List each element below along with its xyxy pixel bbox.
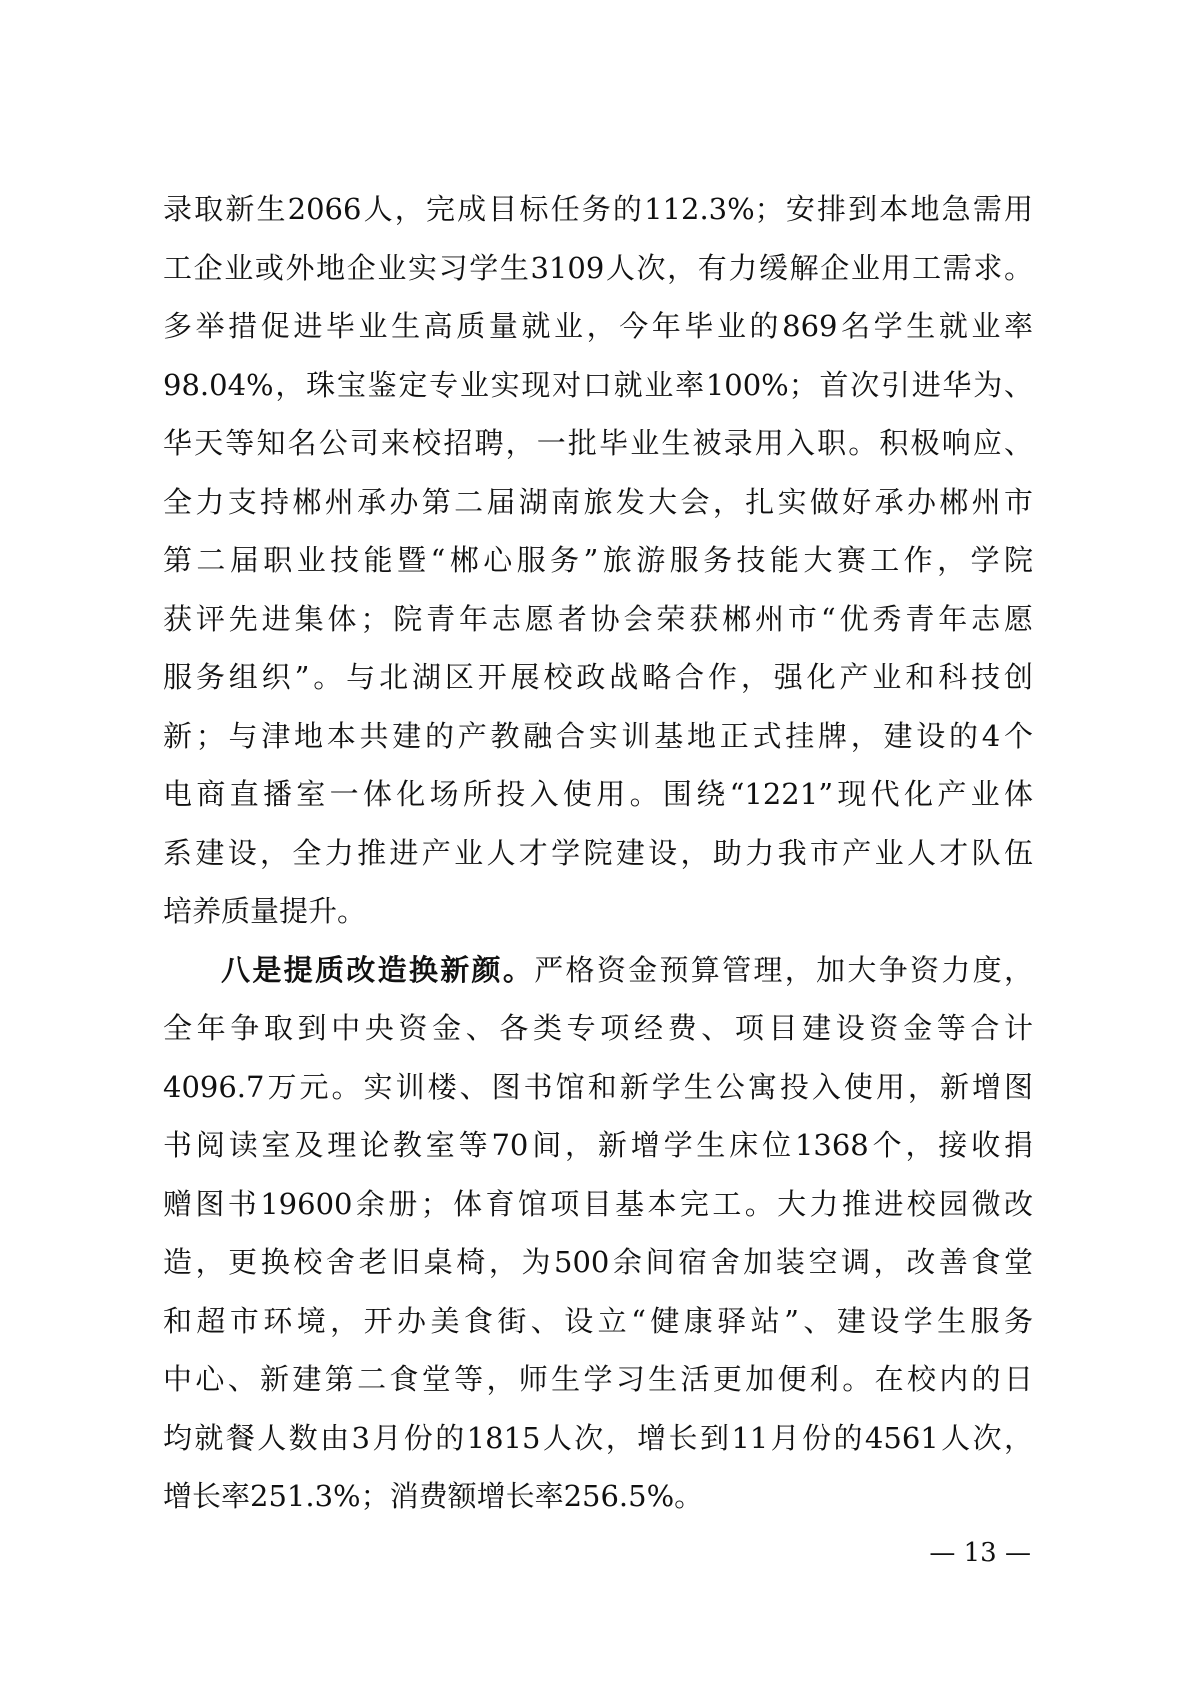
section-heading: 八是提质改造换新颜。: [221, 952, 535, 987]
paragraph-line: 多举措促进毕业生高质量就业，今年毕业的869名学生就业率: [163, 309, 1033, 343]
body-text: [163, 180, 1033, 1526]
paragraph-line: 和超市环境，开办美食街、设立“健康驿站”、建设学生服务: [163, 1303, 1033, 1338]
paragraph-line: 工企业或外地企业实习学生3109人次，有力缓解企业用工需求。: [163, 250, 1033, 285]
paragraph-first-line: [163, 941, 1033, 1000]
paragraph-line: 新；与津地本共建的产教融合实训基地正式挂牌，建设的4个: [163, 718, 1033, 753]
paragraph-line: 第二届职业技能暨“郴心服务”旅游服务技能大赛工作，学院: [163, 543, 1033, 577]
paragraph-line: 全力支持郴州承办第二届湖南旅发大会，扎实做好承办郴州市: [163, 484, 1033, 519]
paragraph-line: 4096.7万元。实训楼、图书馆和新学生公寓投入使用，新增图: [163, 1069, 1033, 1104]
paragraph-line: 系建设，全力推进产业人才学院建设，助力我市产业人才队伍: [163, 835, 1033, 870]
paragraph-line: 服务组织”。与北湖区开展校政战略合作，强化产业和科技创: [163, 660, 1033, 694]
paragraph-line: 书阅读室及理论教室等70间，新增学生床位1368个，接收捐: [163, 1128, 1033, 1162]
page-number: — 13 —: [929, 1538, 1031, 1568]
paragraph-line: 获评先进集体；院青年志愿者协会荣获郴州市“优秀青年志愿: [163, 601, 1033, 636]
paragraph-text: 严格资金预算管理，加大争资力度，: [534, 952, 1033, 987]
paragraph-line: 造，更换校舍老旧桌椅，为500余间宿舍加装空调，改善食堂: [163, 1245, 1033, 1279]
paragraph-line: 赠图书19600余册；体育馆项目基本完工。大力推进校园微改: [163, 1186, 1033, 1221]
paragraph-line: 中心、新建第二食堂等，师生学习生活更加便利。在校内的日: [163, 1362, 1033, 1396]
paragraph-line: 均就餐人数由3月份的1815人次，增长到11月份的4561人次，: [163, 1420, 1033, 1455]
paragraph-line: 华天等知名公司来校招聘，一批毕业生被录用入职。积极响应、: [163, 426, 1033, 460]
paragraph-line: 电商直播室一体化场所投入使用。围绕“1221”现代化产业体: [163, 777, 1033, 811]
paragraph-line: 录取新生2066人，完成目标任务的112.3%；安排到本地急需用: [163, 192, 1033, 226]
paragraph-line: 98.04%，珠宝鉴定专业实现对口就业率100%；首次引进华为、: [163, 367, 1033, 402]
paragraph-line: 增长率251.3%；消费额增长率256.5%。: [163, 1479, 704, 1513]
paragraph-line: 培养质量提升。: [163, 894, 367, 928]
paragraph-line: 全年争取到中央资金、各类专项经费、项目建设资金等合计: [163, 1011, 1033, 1045]
